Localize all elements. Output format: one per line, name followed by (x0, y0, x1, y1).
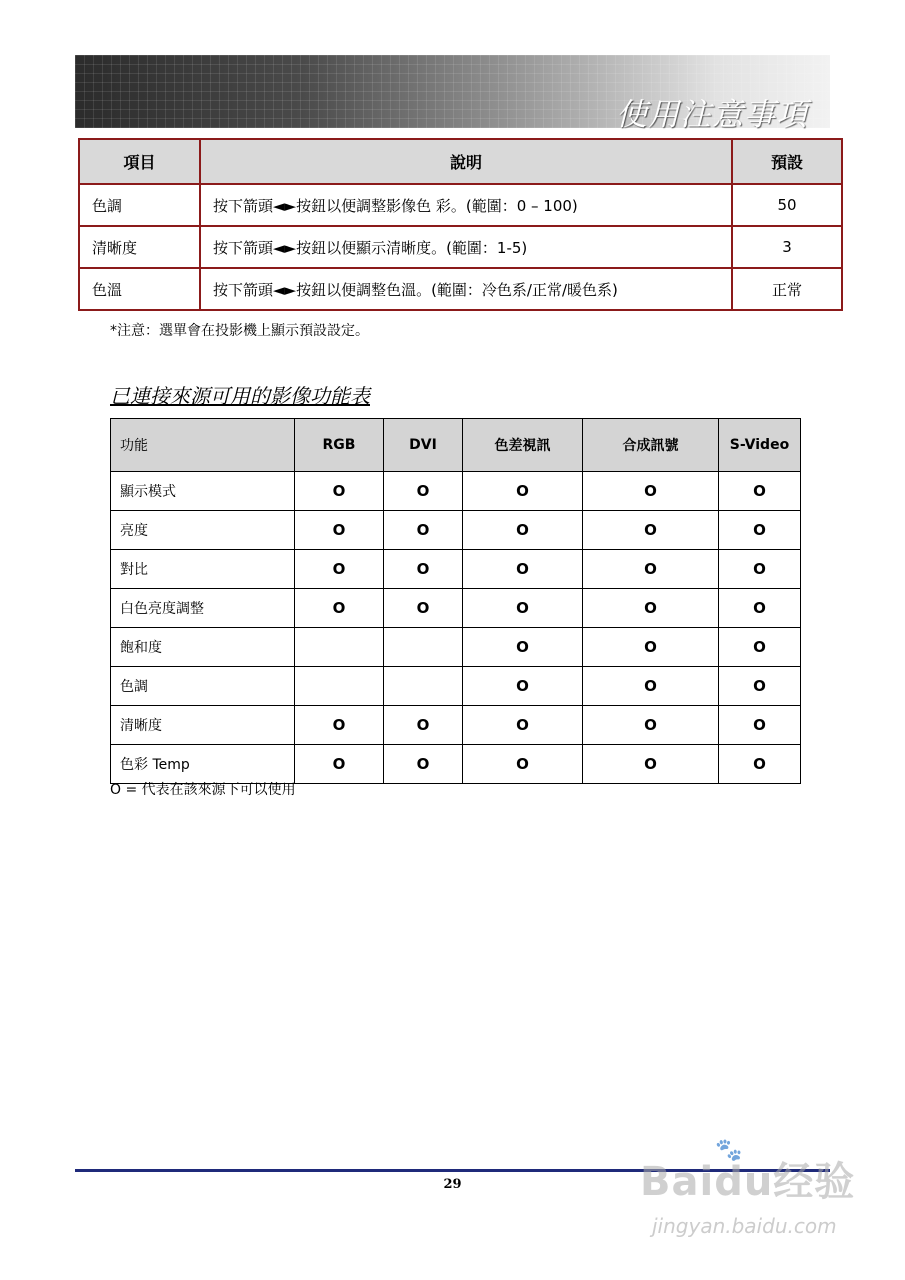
setting-default: 3 (732, 226, 842, 268)
watermark-logo: Baidu经验 (640, 1159, 856, 1205)
availability-mark: O (583, 628, 719, 667)
availability-mark: O (463, 745, 583, 784)
column-header-default: 預設 (732, 139, 842, 184)
table-row (111, 667, 801, 706)
availability-mark: O (583, 667, 719, 706)
availability-mark: O (463, 472, 583, 511)
setting-name: 清晰度 (79, 226, 200, 268)
availability-mark: O (384, 472, 463, 511)
availability-mark: O (463, 550, 583, 589)
availability-mark: O (463, 628, 583, 667)
availability-mark: O (295, 472, 384, 511)
availability-mark: O (384, 511, 463, 550)
availability-mark: O (719, 745, 801, 784)
column-header-svideo: S-Video (719, 419, 801, 472)
legend-note: O = 代表在該來源下可以使用 (110, 782, 296, 798)
availability-mark (295, 628, 384, 667)
availability-mark: O (583, 550, 719, 589)
availability-mark: O (583, 706, 719, 745)
page-number: 29 (443, 1177, 462, 1192)
availability-mark: O (719, 511, 801, 550)
table-row (79, 268, 842, 310)
column-header-rgb: RGB (295, 419, 384, 472)
feature-name: 色彩 Temp (111, 745, 295, 784)
availability-mark (295, 667, 384, 706)
feature-name: 亮度 (111, 511, 295, 550)
feature-name: 飽和度 (111, 628, 295, 667)
availability-mark: O (295, 511, 384, 550)
availability-mark: O (384, 706, 463, 745)
column-header-feature: 功能 (111, 419, 295, 472)
table-row (111, 511, 801, 550)
header-banner (75, 55, 830, 133)
availability-mark: O (463, 511, 583, 550)
availability-mark: O (719, 550, 801, 589)
setting-description: 按下箭頭◄►按鈕以便顯示清晰度。(範圍：1-5) (200, 226, 732, 268)
section-title: 已連接來源可用的影像功能表 (110, 384, 370, 408)
footnote: *注意：選單會在投影機上顯示預設設定。 (110, 323, 369, 339)
availability-mark: O (384, 550, 463, 589)
availability-mark: O (463, 667, 583, 706)
availability-mark: O (583, 472, 719, 511)
availability-mark: O (384, 589, 463, 628)
availability-mark: O (384, 745, 463, 784)
feature-name: 對比 (111, 550, 295, 589)
availability-mark: O (583, 589, 719, 628)
setting-description: 按下箭頭◄►按鈕以便調整色溫。(範圍：冷色系/正常/暖色系) (200, 268, 732, 310)
column-header-composite: 合成訊號 (583, 419, 719, 472)
table-row (111, 550, 801, 589)
availability-mark: O (463, 589, 583, 628)
feature-name: 白色亮度調整 (111, 589, 295, 628)
column-header-component: 色差視訊 (463, 419, 583, 472)
table-row (111, 589, 801, 628)
page-title: 使用注意事項 (616, 97, 808, 133)
availability-mark: O (295, 706, 384, 745)
paw-icon: 🐾 (715, 1138, 743, 1163)
feature-name: 清晰度 (111, 706, 295, 745)
availability-mark: O (295, 550, 384, 589)
availability-mark: O (583, 745, 719, 784)
availability-mark: O (295, 745, 384, 784)
availability-mark: O (295, 589, 384, 628)
availability-mark (384, 628, 463, 667)
availability-mark: O (719, 667, 801, 706)
availability-mark: O (719, 706, 801, 745)
settings-table-header (79, 139, 842, 184)
availability-mark (384, 667, 463, 706)
table-row (111, 745, 801, 784)
setting-name: 色溫 (79, 268, 200, 310)
feature-name: 顯示模式 (111, 472, 295, 511)
table-row (111, 628, 801, 667)
column-header-item: 項目 (79, 139, 200, 184)
availability-mark: O (719, 628, 801, 667)
settings-table (78, 138, 843, 311)
column-header-dvi: DVI (384, 419, 463, 472)
table-row (79, 184, 842, 226)
setting-description: 按下箭頭◄►按鈕以便調整影像色 彩。(範圍：0 – 100) (200, 184, 732, 226)
setting-default: 正常 (732, 268, 842, 310)
feature-table (110, 418, 801, 784)
availability-mark: O (719, 589, 801, 628)
availability-mark: O (719, 472, 801, 511)
availability-mark: O (463, 706, 583, 745)
table-row (111, 706, 801, 745)
availability-mark: O (583, 511, 719, 550)
table-row (111, 472, 801, 511)
table-row (79, 226, 842, 268)
feature-table-header (111, 419, 801, 472)
watermark-url: jingyan.baidu.com (652, 1214, 837, 1238)
setting-default: 50 (732, 184, 842, 226)
setting-name: 色調 (79, 184, 200, 226)
column-header-description: 說明 (200, 139, 732, 184)
feature-name: 色調 (111, 667, 295, 706)
